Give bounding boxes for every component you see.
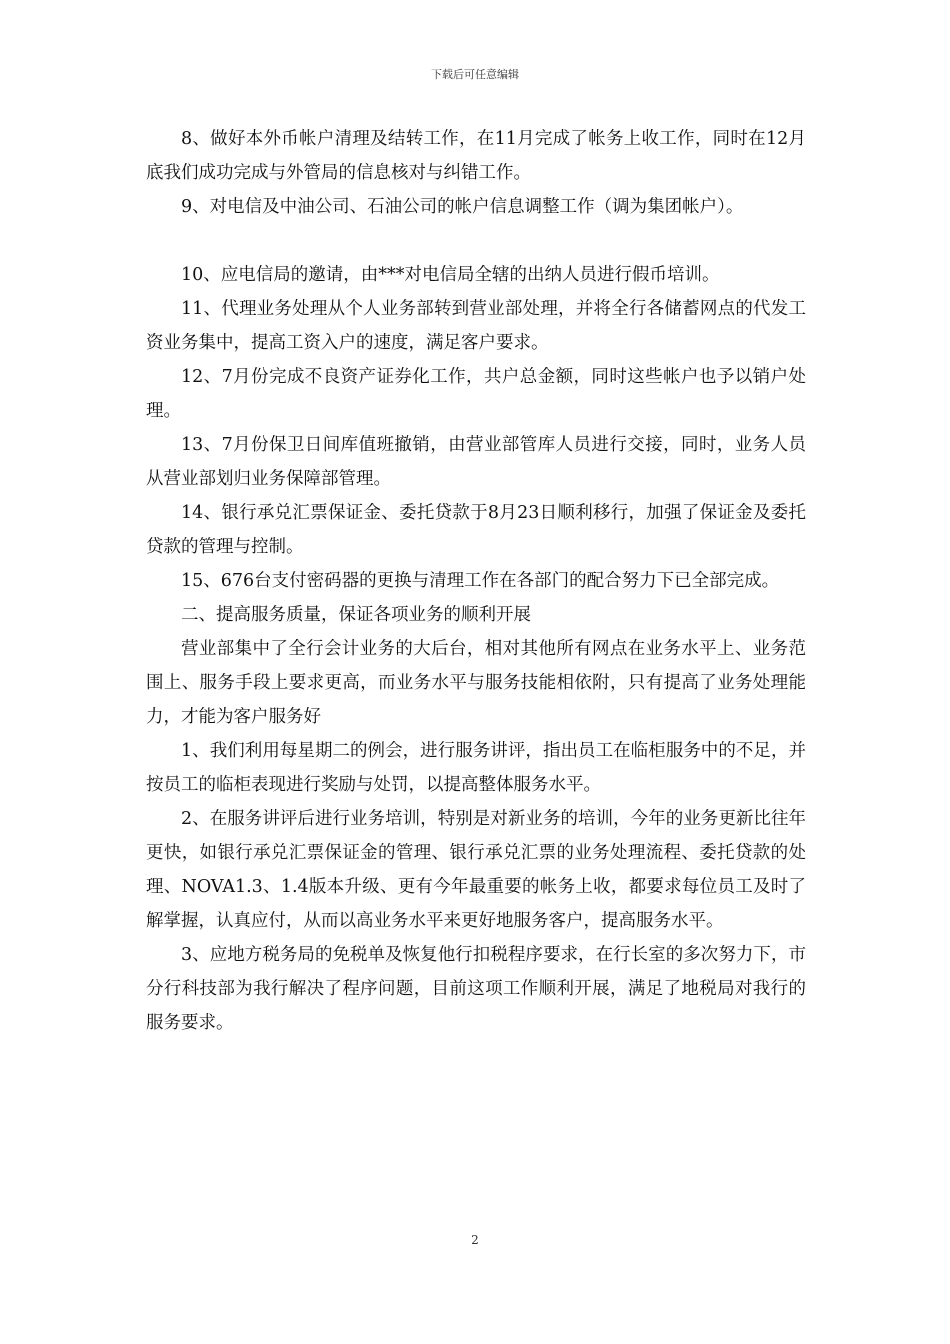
paragraph-item-8: 8、做好本外币帐户清理及结转工作，在11月完成了帐务上收工作，同时在12月底我们成功完成与外管局的信息核对与纠错工作。: [146, 129, 806, 183]
section-heading: 二、提高服务质量，保证各项业务的顺利开展: [181, 605, 531, 625]
paragraph-item-15: 15、676台支付密码器的更换与清理工作在各部门的配合努力下已全部完成。: [181, 571, 780, 591]
section-intro: 营业部集中了全行会计业务的大后台，相对其他所有网点在业务水平上、业务范围上、服务手段上要求更高，而业务水平与服务技能相依附，只有提高了业务处理能力，才能为客户服务好: [146, 639, 806, 727]
paragraph-item-12: 12、7月份完成不良资产证券化工作，共户总金额，同时这些帐户也予以销户处理。: [146, 367, 806, 421]
paragraph-item-9: 9、对电信及中油公司、石油公司的帐户信息调整工作（调为集团帐户）。: [181, 197, 744, 217]
paragraph-service-2: 2、在服务讲评后进行业务培训，特别是对新业务的培训，今年的业务更新比往年更快，如银行承兑汇票保证金的管理、银行承兑汇票的业务处理流程、委托贷款的处理、NOVA1.3、1.4版本升级、更有今年最重要的帐务上收，都要求每位员工及时了解掌握，认真应付，从而以高业务水平来更好地服务客户，提高服务水平。: [146, 809, 806, 931]
paragraph-service-1: 1、我们利用每星期二的例会，进行服务讲评，指出员工在临柜服务中的不足，并按员工的临柜表现进行奖励与处罚，以提高整体服务水平。: [146, 741, 806, 795]
paragraph-item-11: 11、代理业务处理从个人业务部转到营业部处理，并将全行各储蓄网点的代发工资业务集中，提高工资入户的速度，满足客户要求。: [146, 299, 806, 353]
document-body: [146, 122, 806, 1040]
page-header: 下载后可任意编辑: [431, 68, 519, 81]
page-number: 2: [471, 1233, 479, 1247]
paragraph-item-14: 14、银行承兑汇票保证金、委托贷款于8月23日顺利移行，加强了保证金及委托贷款的管理与控制。: [146, 503, 806, 557]
paragraph-service-3: 3、应地方税务局的免税单及恢复他行扣税程序要求，在行长室的多次努力下，市分行科技部为我行解决了程序问题，目前这项工作顺利开展，满足了地税局对我行的服务要求。: [146, 945, 806, 1033]
paragraph-item-13: 13、7月份保卫日间库值班撤销，由营业部管库人员进行交接，同时，业务人员从营业部划归业务保障部管理。: [146, 435, 806, 489]
paragraph-item-10: 10、应电信局的邀请，由***对电信局全辖的出纳人员进行假币培训。: [181, 265, 720, 285]
